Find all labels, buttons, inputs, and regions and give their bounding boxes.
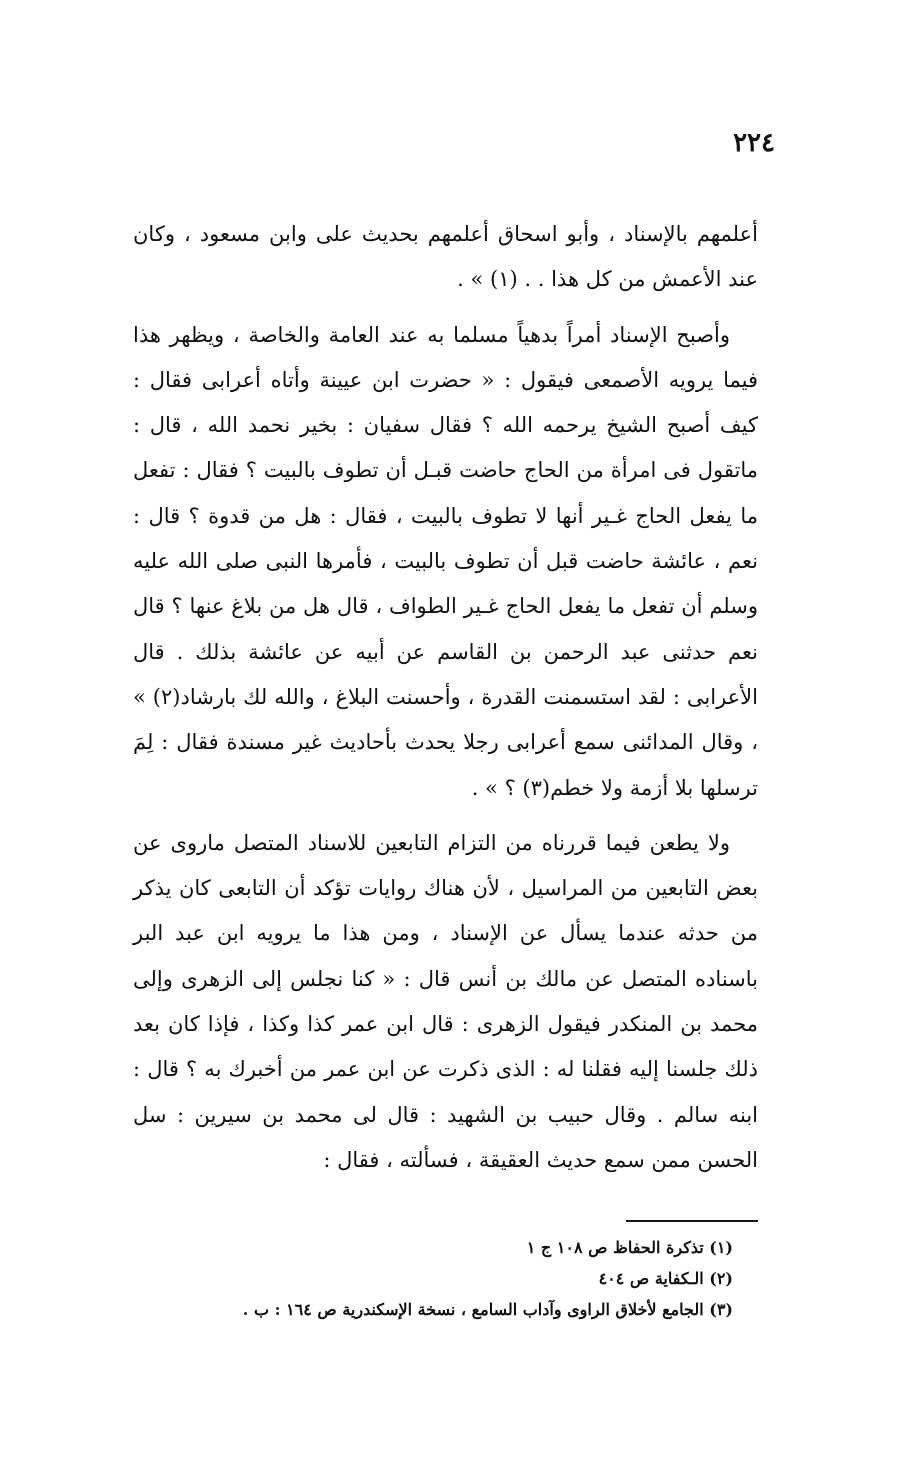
paragraph-3: ولا يطعن فيما قررناه من التزام التابعين للاسناد المتصل ماروى عن بعض التابعين من المراسيل ، لأن هناك روايات تؤكد أن التابعى كان يذكر من حدثه عندما يسأل عن الإسناد ، ومن هذا ما يرويه ابن عبد البر باسناده المتصل عن مالك بن أنس قال : « كنا نجلس إلى الزهرى وإلى محمد بن المنكدر فيقول الزهرى : قال ابن عمر كذا وكذا ، فإذا كان بعد ذلك جلسنا إليه فقلنا له : الذى ذكرت عن ابن عمر من أخبرك به ؟ قال : ابنه سالم . وقال حبيب بن الشهيد : قال لى محمد بن سيرين : سل الحسن ممن سمع حديث العقيقة ، فسألته ، فقال :: [133, 830, 758, 1172]
footnotes: [133, 1232, 733, 1325]
footnote-separator: [626, 1220, 758, 1222]
page-number: ٢٢٤: [733, 128, 775, 158]
footnote-3: (٣) الجامع لأخلاق الراوى وآداب السامع ، نسخة الإسكندرية ص ١٦٤ : ب .: [242, 1300, 733, 1319]
paragraph-1: أعلمهم بالإسناد ، وأبو اسحاق أعلمهم بحديث على وابن مسعود ، وكان عند الأعمش من كل هذا . . (١) » .: [133, 222, 758, 292]
footnote-2: (٢) الـكفاية ص ٤٠٤: [598, 1269, 733, 1288]
paragraph-2: وأصبح الإسناد أمراً بدهياً مسلما به عند العامة والخاصة ، ويظهر هذا فيما يرويه الأصمعى فيقول : « حضرت ابن عيينة وأتاه أعرابى فقال : كيف أصبح الشيخ يرحمه الله ؟ فقال سفيان : بخير نحمد الله ، قال : ماتقول فى امرأة من الحاج حاضت قبـل أن تطوف بالبيت ؟ فقال : تفعل ما يفعل الحاج غـير أنها لا تطوف بالبيت ، فقال : هل من قدوة ؟ قال : نعم ، عائشة حاضت قبل أن تطوف بالبيت ، فأمرها النبى صلى الله عليه وسلم أن تفعل ما يفعل الحاج غـير الطواف ، قال هل من بلاغ عنها ؟ قال نعم حدثنى عبد الرحمن بن القاسم عن أبيه عن عائشة بذلك . قال الأعرابى : لقد استسمنت القدرة ، وأحسنت البلاغ ، والله لك بارشاد(٢) » ، وقال المدائنى سمع أعرابى رجلا يحدث بأحاديث غير مسندة فقال : لِمَ ترسلها بلا أزمة ولا خطم(٣) ؟ » .: [133, 322, 758, 800]
footnote-1: (١) تذكرة الحفاظ ص ١٠٨ ج ١: [526, 1238, 733, 1257]
body-text: [133, 212, 758, 1193]
